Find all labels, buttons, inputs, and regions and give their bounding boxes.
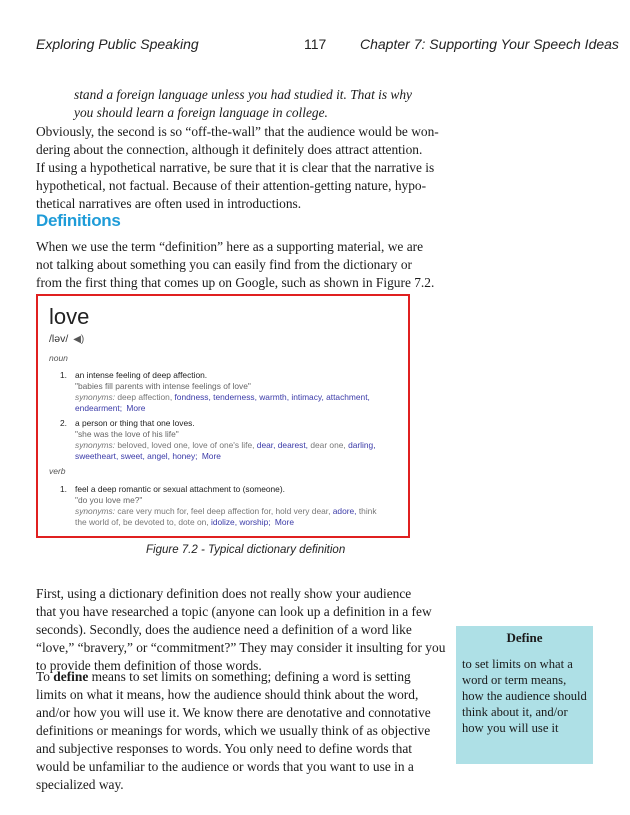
text-line: and subjective responses to words. You only need to define words that — [36, 741, 412, 756]
synonyms-label: synonyms: — [75, 440, 116, 450]
sidebar-text: to set limits on what a word or term means, how the audience should think about it, and/or how you will use it — [462, 657, 587, 735]
section-heading-definitions: Definitions — [36, 211, 121, 230]
synonym-link[interactable]: fondness, — [174, 392, 211, 402]
pos-label-noun: noun — [49, 353, 68, 363]
pos-label-verb: verb — [49, 466, 66, 476]
sense-synonyms — [75, 506, 390, 528]
text-line: seconds). Secondly, does the audience need a definition of a word like — [36, 622, 412, 637]
figure-caption: Figure 7.2 - Typical dictionary definition — [146, 544, 346, 556]
synonym-link[interactable]: honey; — [172, 451, 198, 461]
sense-example: "do you love me?" — [75, 495, 143, 505]
text-fragment: means to set limits on something; defining a word is setting — [88, 669, 411, 684]
dictionary-figure — [36, 294, 410, 538]
quote-line: stand a foreign language unless you had studied it. That is why — [74, 87, 412, 102]
sense-definition: a person or thing that one loves. — [75, 418, 195, 428]
text-line: would be unfamiliar to the audience or words that you want to use in a — [36, 759, 414, 774]
synonym-link[interactable]: endearment; — [75, 403, 123, 413]
pronunciation-text: /ləv/ — [49, 333, 69, 345]
synonym-plain: beloved, loved one, love of one's life, — [117, 440, 255, 450]
dictionary-pronunciation — [49, 333, 84, 345]
text-line: and/or how you will use it. We know there are denotative and connotative — [36, 705, 431, 720]
synonym-link[interactable]: attachment, — [326, 392, 370, 402]
synonym-link[interactable]: intimacy, — [291, 392, 324, 402]
synonym-plain: care very much for, feel deep affection for, hold very dear, — [117, 506, 331, 516]
synonym-link[interactable]: dearest, — [277, 440, 309, 450]
paragraph-hypothetical — [36, 123, 448, 213]
synonym-link[interactable]: dear, — [256, 440, 276, 450]
text-line: hypothetical, not factual. Because of their attention-getting nature, hypo- — [36, 178, 427, 193]
synonym-link[interactable]: tenderness, — [213, 392, 257, 402]
header-chapter-title: Chapter 7: Supporting Your Speech Ideas — [360, 36, 619, 52]
synonym-plain: deep affection, — [117, 392, 173, 402]
synonym-link[interactable]: worship; — [239, 517, 271, 527]
text-line: dering about the connection, although it definitely does attract attention. — [36, 142, 423, 157]
more-link[interactable]: More — [201, 451, 221, 461]
synonym-link[interactable]: sweet, — [120, 451, 145, 461]
sense-number: 1. — [60, 484, 67, 494]
text-line: “love,” “bravery,” or “commitment?” They may consider it insulting for you — [36, 640, 446, 655]
paragraph-define-meaning — [36, 668, 448, 794]
synonym-plain: dear one, — [310, 440, 346, 450]
synonym-link[interactable]: darling, — [348, 440, 376, 450]
synonym-link[interactable]: sweetheart, — [75, 451, 119, 461]
synonym-link[interactable]: warmth, — [259, 392, 290, 402]
definition-sidebar — [456, 626, 593, 764]
dictionary-sense — [60, 418, 390, 462]
synonym-plain: think the world of, be devoted to, dote on, — [75, 506, 377, 527]
more-link[interactable]: More — [274, 517, 294, 527]
sidebar-title: Define — [506, 630, 543, 645]
header-page-number: 117 — [304, 36, 327, 52]
synonyms-label: synonyms: — [75, 392, 116, 402]
more-link[interactable]: More — [126, 403, 146, 413]
sense-synonyms — [75, 440, 390, 462]
text-line: thetical narratives are often used in introductions. — [36, 196, 302, 211]
text-line: definitions or meanings for words, which we usually think of as objective — [36, 723, 431, 738]
dictionary-headword: love — [49, 304, 90, 329]
dictionary-sense — [60, 484, 390, 528]
synonym-link[interactable]: angel, — [147, 451, 170, 461]
dictionary-sense — [60, 370, 390, 414]
sense-example: "she was the love of his life" — [75, 429, 179, 439]
synonyms-label: synonyms: — [75, 506, 116, 516]
header-book-title: Exploring Public Speaking — [36, 36, 199, 52]
text-line: If using a hypothetical narrative, be sure that it is clear that the narrative is — [36, 160, 435, 175]
sense-number: 1. — [60, 370, 67, 380]
text-line: that you have researched a topic (anyone can look up a definition in a few — [36, 604, 432, 619]
synonym-link[interactable]: idolize, — [210, 517, 238, 527]
text-line: from the first thing that comes up on Google, such as shown in Figure 7.2. — [36, 275, 435, 290]
text-line: When we use the term “definition” here as a supporting material, we are — [36, 239, 424, 254]
quote-line: you should learn a foreign language in college. — [74, 105, 328, 120]
synonym-link[interactable]: adore, — [332, 506, 357, 516]
paragraph-definition-intro — [36, 238, 448, 292]
text-line: limits on what it means, how the audience should think about the word, — [36, 687, 419, 702]
sense-example: "babies fill parents with intense feelings of love" — [75, 381, 251, 391]
sense-number: 2. — [60, 418, 67, 428]
text-line: not talking about something you can easily find from the dictionary or — [36, 257, 412, 272]
text-line: Obviously, the second is so “off-the-wall” that the audience would be won- — [36, 124, 439, 139]
speaker-icon[interactable]: ◀) — [73, 334, 85, 345]
text-line: to provide them definition of those words. — [36, 658, 262, 673]
sense-definition: feel a deep romantic or sexual attachment to (someone). — [75, 484, 285, 494]
text-line: First, using a dictionary definition does not really show your audience — [36, 586, 412, 601]
quote-text — [74, 86, 474, 122]
text-line: specialized way. — [36, 777, 124, 792]
defined-term: define — [53, 669, 89, 684]
sense-synonyms — [75, 392, 390, 414]
sense-definition: an intense feeling of deep affection. — [75, 370, 208, 380]
paragraph-dictionary-critique — [36, 585, 448, 675]
text-fragment: To — [36, 669, 54, 684]
